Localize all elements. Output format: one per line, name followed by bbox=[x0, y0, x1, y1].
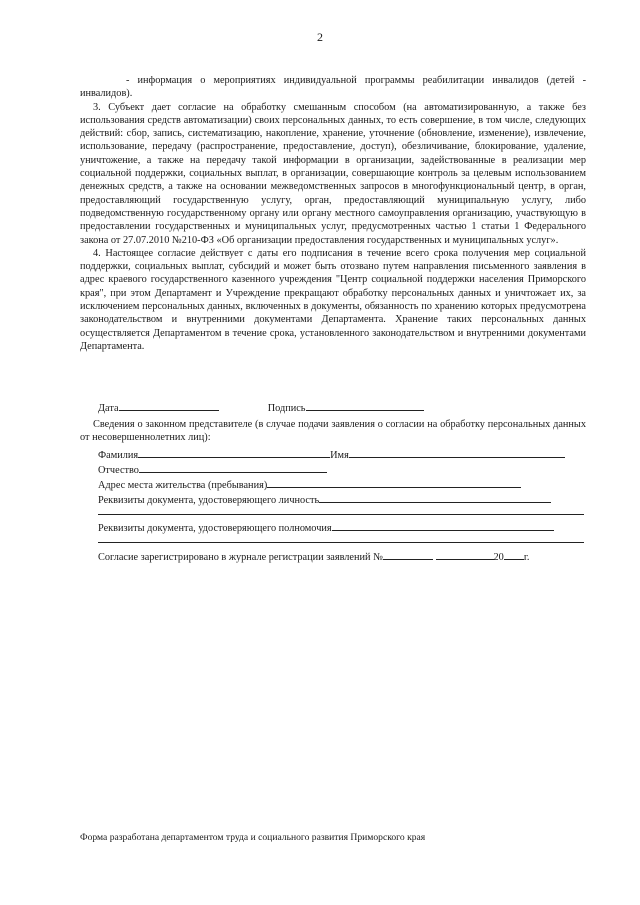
name-label: Имя bbox=[330, 450, 349, 461]
registration-number-field[interactable] bbox=[383, 549, 433, 560]
authority-document-extra-line[interactable] bbox=[98, 542, 584, 543]
footer-note: Форма разработана департаментом труда и социального развития Приморского края bbox=[80, 832, 426, 843]
registration-year-field[interactable] bbox=[504, 549, 524, 560]
paragraph-3: 3. Субъект дает согласие на обработку смешанным способом (на автоматизированную, а также без использования средств автоматизации) своих персональных данных, то есть совершение, в том числе, следующих действий: сбор, запись, систематизацию, накопление, хранение, уточнение (обновление, изменение), извлечение, использование, передачу (распространение, предоставление, доступ), обезличивание, блокирование, удаление, уничтожение, а также на передачу такой информации в организации, задействованные в реализации мер социальной поддержки, социальных выплат, в организации, совершающие контроль за целевым использованием денежных средств, а также на основании межведомственных запросов в многофункциональный центр, в орган, предоставляющий государственную услугу, орган, предоставляющий муниципальную услугу, либо подведомственную государственному органу или органу местного самоуправления организацию, участвующую в предоставлении государственных и муниципальных услуг, предусмотренных частью 1 статьи 1 Федерального закона от 27.07.2010 №210-ФЗ «Об организации предоставления государственных и муниципальных услуг». bbox=[80, 101, 586, 246]
page-number: 2 bbox=[317, 30, 323, 44]
representative-intro bbox=[80, 418, 586, 445]
id-document-field[interactable] bbox=[319, 492, 551, 503]
id-document-extra-line[interactable] bbox=[98, 514, 584, 515]
name-field[interactable] bbox=[349, 447, 565, 458]
authority-document-row bbox=[98, 520, 554, 535]
patronymic-field[interactable] bbox=[139, 462, 327, 473]
registration-label: Согласие зарегистрировано в журнале регистрации заявлений № bbox=[98, 552, 383, 563]
address-row bbox=[98, 477, 521, 492]
year-suffix: г. bbox=[523, 552, 530, 563]
id-document-label: Реквизиты документа, удостоверяющего личность bbox=[98, 495, 320, 506]
registration-row bbox=[98, 549, 529, 564]
patronymic-label: Отчество bbox=[98, 465, 139, 476]
date-field[interactable] bbox=[119, 400, 219, 411]
date-label: Дата bbox=[98, 403, 119, 414]
registration-date-field[interactable] bbox=[436, 549, 494, 560]
paragraph-4: 4. Настоящее согласие действует с даты его подписания в течение всего срока получения мер социальной поддержки, социальных выплат, субсидий и может быть отозвано путем направления письменного заявления в адрес краевого государственного казенного учреждения "Центр социальной поддержки населения Приморского края", при этом Департамент и Учреждение прекращают обработку персональных данных и уничтожает их, за исключением персональных данных, включенных в документы, обязанность по хранению которых предусмотрена законодательством и внутренними документами Департамента. Хранение таких персональных данных осуществляется Департаментом в течение срока, установленного законодательством и внутренними документами Департамента. bbox=[80, 247, 586, 352]
signature-field[interactable] bbox=[306, 400, 424, 411]
representative-text: Сведения о законном представителе (в случае подачи заявления о согласии на обработку персональных данных от несовершеннолетних лиц): bbox=[80, 419, 586, 444]
year-prefix: 20 bbox=[493, 552, 504, 563]
signature-label: Подпись bbox=[267, 403, 306, 414]
authority-document-field[interactable] bbox=[332, 520, 554, 531]
address-label: Адрес места жительства (пребывания) bbox=[98, 480, 268, 491]
surname-field[interactable] bbox=[138, 447, 330, 458]
surname-name-row bbox=[98, 447, 565, 462]
patronymic-row bbox=[98, 462, 327, 477]
address-field[interactable] bbox=[267, 477, 521, 488]
consent-body bbox=[80, 74, 586, 353]
paragraph-rehab-info: - информация о мероприятиях индивидуальной программы реабилитации инвалидов (детей - инвалидов). bbox=[80, 75, 586, 100]
date-signature-row bbox=[98, 400, 424, 415]
id-document-row bbox=[98, 492, 551, 507]
surname-label: Фамилия bbox=[98, 450, 139, 461]
authority-document-label: Реквизиты документа, удостоверяющего полномочия bbox=[98, 523, 332, 534]
